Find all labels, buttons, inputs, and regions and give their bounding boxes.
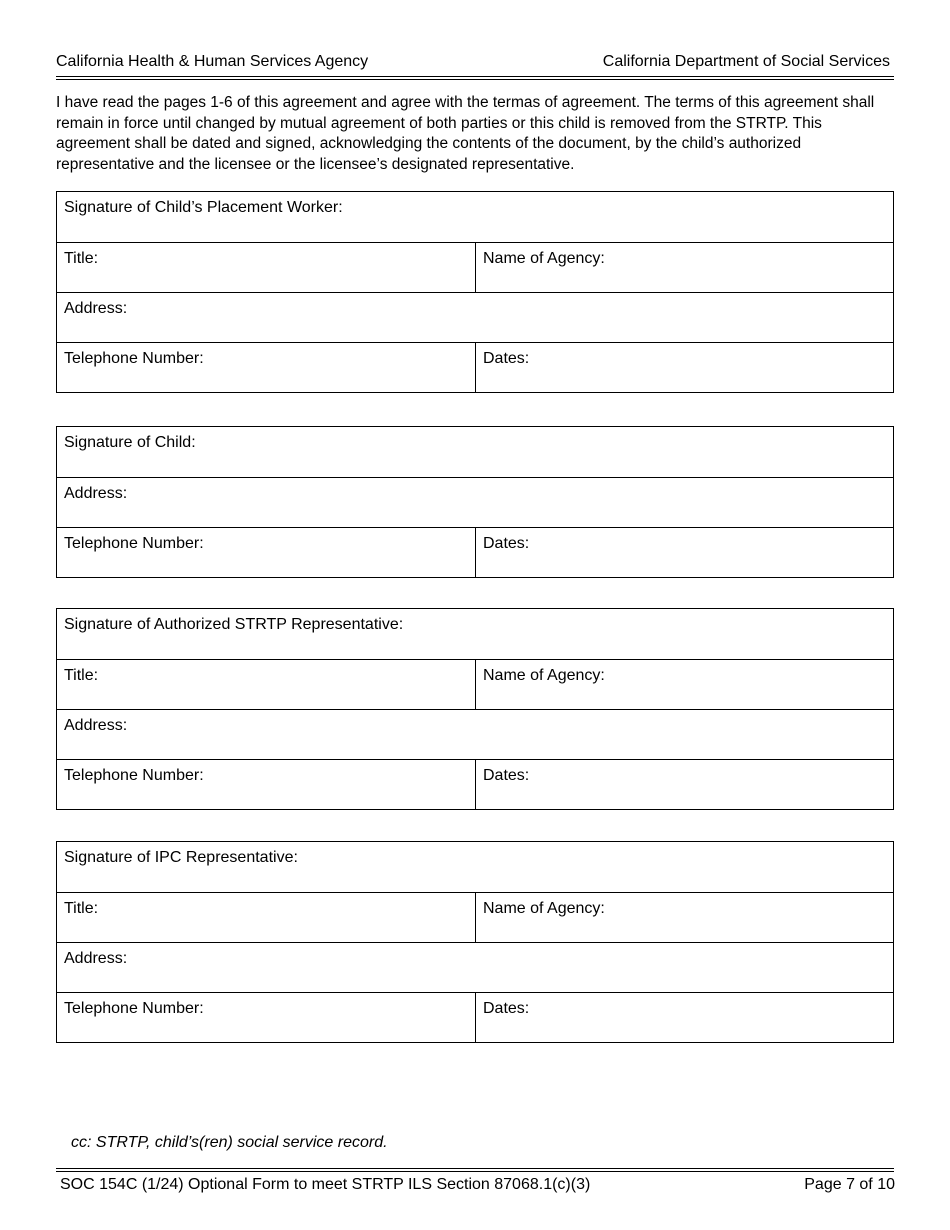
field-label: Address: — [64, 300, 128, 317]
placement-worker-dates-field[interactable] — [475, 343, 893, 392]
strtp-rep-telephone-field[interactable] — [57, 760, 475, 809]
placement-worker-agency-field[interactable] — [475, 243, 893, 292]
footer-divider — [56, 1168, 894, 1172]
field-label: Telephone Number: — [64, 535, 204, 552]
placement-worker-telephone-field[interactable] — [57, 343, 475, 392]
ipc-rep-signature-field[interactable] — [57, 842, 893, 892]
field-label: Signature of Child: — [64, 434, 196, 451]
agency-name: California Health & Human Services Agency — [56, 53, 369, 70]
field-label: Telephone Number: — [64, 767, 204, 784]
ipc-rep-address-field[interactable] — [57, 943, 893, 992]
form-identifier: SOC 154C (1/24) Optional Form to meet STRTP ILS Section 87068.1(c)(3) — [60, 1176, 591, 1193]
agreement-statement: I have read the pages 1-6 of this agreement and agree with the termas of agreement. The terms of this agreement shall remain in force until changed by mutual agreement of both parties or this child is removed from the STRTP. This agreement shall be dated and signed, acknowledging the contents of the document, by the child’s authorized representative and the licensee or the licensee’s designated representative. — [56, 94, 875, 173]
child-telephone-field[interactable] — [57, 528, 475, 577]
field-label: Signature of Authorized STRTP Representative: — [64, 616, 404, 633]
placement-worker-signature-field[interactable] — [57, 192, 893, 242]
ipc-rep-agency-field[interactable] — [475, 893, 893, 942]
ipc-rep-dates-field[interactable] — [475, 993, 893, 1042]
page-number: Page 7 of 10 — [804, 1176, 895, 1193]
page-footer — [60, 1175, 894, 1197]
placement-worker-section — [56, 191, 894, 393]
placement-worker-address-field[interactable] — [57, 293, 893, 342]
strtp-representative-section — [56, 608, 894, 810]
field-label: Title: — [64, 667, 99, 684]
field-label: Signature of Child’s Placement Worker: — [64, 199, 343, 216]
child-section — [56, 426, 894, 578]
field-label: Title: — [64, 900, 99, 917]
field-label: Telephone Number: — [64, 350, 204, 367]
strtp-rep-signature-field[interactable] — [57, 609, 893, 659]
field-label: Dates: — [483, 1000, 530, 1017]
field-label: Name of Agency: — [483, 667, 605, 684]
placement-worker-title-field[interactable] — [57, 243, 475, 292]
ipc-rep-title-field[interactable] — [57, 893, 475, 942]
field-label: Dates: — [483, 350, 530, 367]
strtp-rep-dates-field[interactable] — [475, 760, 893, 809]
header-divider — [56, 76, 894, 80]
child-signature-field[interactable] — [57, 427, 893, 477]
child-address-field[interactable] — [57, 478, 893, 527]
strtp-rep-address-field[interactable] — [57, 710, 893, 759]
field-label: Address: — [64, 485, 128, 502]
field-label: Name of Agency: — [483, 250, 605, 267]
page-header — [56, 52, 894, 76]
field-label: Address: — [64, 950, 128, 967]
strtp-rep-title-field[interactable] — [57, 660, 475, 709]
cc-note: cc: STRTP, child’s(ren) social service record. — [71, 1134, 388, 1151]
child-dates-field[interactable] — [475, 528, 893, 577]
field-label: Name of Agency: — [483, 900, 605, 917]
field-label: Dates: — [483, 767, 530, 784]
field-label: Address: — [64, 717, 128, 734]
department-name: California Department of Social Services — [602, 53, 890, 70]
field-label: Signature of IPC Representative: — [64, 849, 298, 866]
ipc-representative-section — [56, 841, 894, 1043]
field-label: Dates: — [483, 535, 530, 552]
strtp-rep-agency-field[interactable] — [475, 660, 893, 709]
ipc-rep-telephone-field[interactable] — [57, 993, 475, 1042]
field-label: Title: — [64, 250, 99, 267]
field-label: Telephone Number: — [64, 1000, 204, 1017]
